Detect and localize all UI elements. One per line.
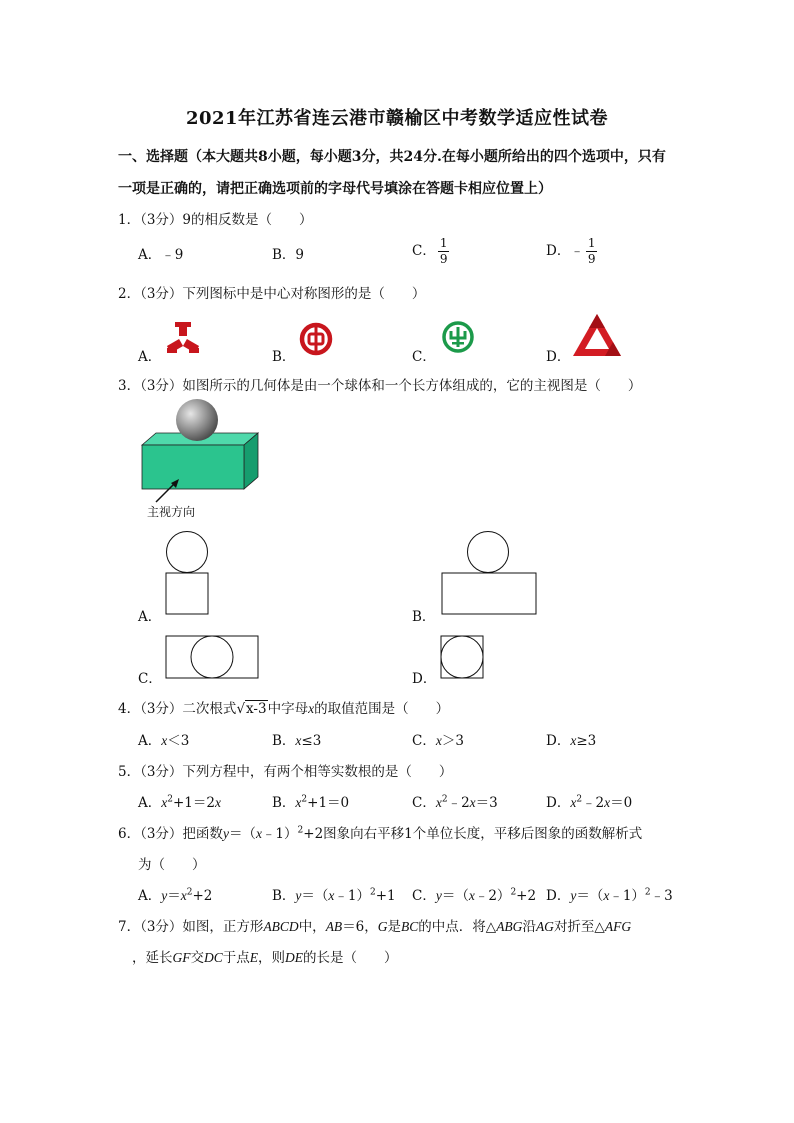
text-run: 是: [387, 919, 402, 935]
exponent: 2: [186, 887, 193, 898]
view-direction-arrow-icon: [152, 478, 182, 504]
text-run: 沿: [522, 919, 536, 935]
q1-option-d-label: D．﹣: [546, 243, 584, 259]
square-root-expression: [236, 701, 267, 717]
math-label: AFG: [604, 919, 632, 934]
q4-stem-mid: 中字母: [267, 701, 309, 717]
q5-option-b: [272, 791, 349, 811]
question-1-stem: 1．（3分）9的相反数是（ ）: [118, 212, 313, 228]
q3-option-c: C．: [138, 671, 162, 687]
inner-expression: ﹣1）: [261, 826, 298, 842]
q1-option-c: [412, 236, 449, 267]
text-run: 中，: [298, 919, 326, 935]
equals-paren: ＝（: [228, 826, 256, 842]
text-run: ，延长: [132, 950, 173, 966]
variable: x: [603, 888, 610, 903]
q4-option-d: [546, 729, 596, 749]
variable: x: [328, 888, 335, 903]
option-expression-end: ＝0: [610, 795, 633, 811]
text-run: 交: [190, 950, 204, 966]
exponent: 2: [301, 794, 308, 805]
option-expression-end: ＝3: [475, 795, 498, 811]
option-variable: x: [161, 733, 168, 748]
q5-option-a: [138, 791, 221, 811]
option-label: B．: [272, 733, 296, 749]
q2-option-d: D．: [546, 349, 571, 365]
option-expression: ﹣2: [582, 795, 605, 811]
text-run: 对折至△: [553, 919, 605, 935]
math-label: AB: [325, 919, 343, 934]
option-label: C．: [412, 795, 436, 811]
question-3-stem: 3．（3分）如图所示的几何体是由一个球体和一个长方体组成的，它的主视图是（ ）: [118, 378, 642, 394]
bank-of-china-logo-icon: [299, 322, 333, 356]
math-label: AG: [535, 919, 554, 934]
question-5-stem: 5．（3分）下列方程中，有两个相等实数根的是（ ）: [118, 764, 453, 780]
exponent: 2: [167, 794, 173, 805]
variable: x: [468, 888, 475, 903]
option-expression: ﹣2: [447, 795, 470, 811]
option-label: C．: [412, 888, 436, 904]
equals-paren: ＝（: [301, 888, 329, 904]
q5-option-c: [412, 791, 498, 811]
exponent: 2: [441, 794, 448, 805]
option-expression: +2: [192, 888, 213, 904]
fraction-numerator: 1: [439, 236, 448, 250]
function-variable: y: [435, 888, 442, 903]
math-label: BC: [401, 919, 419, 934]
q4-stem-prefix: 4．（3分）二次根式: [118, 701, 237, 717]
view-direction-caption: 主视方向: [147, 505, 196, 519]
exponent: 2: [576, 794, 583, 805]
q6-stem-suffix: +2图象向右平移1个单位长度，平移后图象的函数解析式: [303, 826, 643, 842]
math-label: ABCD: [263, 919, 299, 934]
q3-option-a: A．: [138, 609, 162, 625]
option-expression: +1＝2: [172, 795, 215, 811]
text-run: ＝6，: [342, 919, 378, 935]
q4-option-a: [138, 729, 189, 749]
option-expression: +1: [375, 888, 396, 904]
function-variable: y: [161, 888, 168, 903]
q6-option-a: [138, 884, 212, 904]
question-7-stem-line2: [132, 946, 398, 966]
variable: x: [255, 826, 262, 841]
section-heading-line2: 一项是正确的，请把正确选项前的字母代号填涂在答题卡相应位置上）: [118, 181, 552, 197]
construction-bank-logo-icon: [571, 312, 623, 358]
option-variable: x: [295, 795, 302, 810]
option-variable: x: [435, 795, 442, 810]
function-variable: y: [222, 826, 229, 841]
q5-option-d: [546, 791, 632, 811]
section-heading-line1: 一、选择题（本大题共8小题，每小题3分，共24分.在每小题所给出的四个选项中，只有: [118, 149, 666, 165]
equals-paren: ＝（: [441, 888, 469, 904]
q3-option-d: D．: [412, 671, 437, 687]
exponent: 2: [370, 887, 376, 898]
option-label: B．: [272, 888, 296, 904]
q1-option-c-fraction: [438, 236, 450, 267]
math-label: ABG: [496, 919, 523, 934]
option-label: A．: [138, 795, 162, 811]
radical-sign-icon: √: [236, 701, 246, 717]
math-label: GF: [172, 950, 191, 965]
option-label: D．: [546, 888, 571, 904]
q6-option-c: [412, 884, 536, 904]
q1-option-a: A．﹣9: [138, 247, 184, 263]
inner-expression: ﹣1）: [609, 888, 645, 904]
text-run: 的中点．将△: [418, 919, 497, 935]
fraction-denominator: 9: [439, 252, 448, 266]
math-label: DE: [285, 950, 304, 965]
option-relation: ＜3: [167, 733, 190, 749]
option-relation: ≤3: [301, 733, 322, 749]
equals: ＝: [167, 888, 181, 904]
text-run: 7．（3分）如图，正方形: [118, 919, 264, 935]
fraction-numerator: 1: [587, 236, 596, 250]
q6-option-b: [272, 884, 396, 904]
inner-expression: ﹣1）: [334, 888, 371, 904]
function-variable: y: [570, 888, 577, 903]
variable: x: [180, 888, 187, 903]
q1-option-d-fraction: [586, 236, 598, 267]
option-label: C．: [412, 733, 436, 749]
text-run: 于点: [222, 950, 250, 966]
q2-option-b: B．: [272, 349, 296, 365]
function-variable: y: [295, 888, 302, 903]
inner-expression: ﹣2）: [474, 888, 511, 904]
option-variable: x: [214, 795, 221, 810]
math-label: G: [377, 919, 388, 934]
text-run: 的长是（ ）: [303, 950, 398, 966]
option-label: A．: [138, 733, 162, 749]
q4-variable: x: [308, 701, 315, 716]
q3-option-c-figure: [164, 634, 260, 680]
question-4-stem: [118, 697, 449, 717]
option-variable: x: [295, 733, 302, 748]
question-6-stem: [118, 822, 642, 842]
question-2-stem: 2．（3分）下列图标中是中心对称图形的是（ ）: [118, 286, 426, 302]
q2-option-a: A．: [138, 349, 162, 365]
option-relation: ＞3: [441, 733, 464, 749]
math-label: E: [249, 950, 259, 965]
q1-option-c-label: C．: [412, 243, 436, 259]
option-variable: x: [570, 795, 577, 810]
q3-option-d-figure: [439, 634, 485, 680]
option-variable: x: [435, 733, 442, 748]
q3-option-b: B．: [412, 609, 436, 625]
equals-paren: ＝（: [576, 888, 604, 904]
exam-title: 2021年江苏省连云港市赣榆区中考数学适应性试卷: [185, 108, 609, 129]
q4-stem-suffix: 的取值范围是（ ）: [314, 701, 450, 717]
fraction-denominator: 9: [587, 252, 596, 266]
q4-option-c: [412, 729, 464, 749]
option-relation: ≥3: [576, 733, 597, 749]
option-variable: x: [161, 795, 168, 810]
q3-option-b-figure: [440, 530, 538, 616]
option-expression: ﹣3: [650, 888, 673, 904]
exponent: 2: [297, 825, 304, 836]
exponent: 2: [644, 887, 651, 898]
option-variable: x: [469, 795, 476, 810]
option-label: A．: [138, 888, 162, 904]
math-label: DC: [204, 950, 223, 965]
exponent: 2: [510, 887, 517, 898]
option-label: B．: [272, 795, 296, 811]
q3-option-a-figure: [164, 530, 210, 616]
q4-option-b: [272, 729, 321, 749]
option-variable: x: [570, 733, 577, 748]
q6-stem-prefix: 6．（3分）把函数: [118, 826, 223, 842]
option-expression: +2: [516, 888, 537, 904]
option-label: D．: [546, 795, 571, 811]
agricultural-bank-logo-icon: [441, 320, 475, 354]
question-7-stem: [118, 915, 631, 935]
option-label: D．: [546, 733, 571, 749]
q1-option-b: B．9: [272, 247, 305, 263]
question-6-stem-line2: 为（ ）: [138, 857, 206, 873]
text-run: ，则: [258, 950, 286, 966]
q1-option-d: [546, 236, 597, 267]
china-post-logo-icon: [165, 320, 201, 356]
radicand: x-3: [246, 701, 267, 717]
option-variable: x: [604, 795, 611, 810]
q6-option-d: [546, 884, 673, 904]
option-expression: +1＝0: [307, 795, 350, 811]
q2-option-c: C．: [412, 349, 436, 365]
